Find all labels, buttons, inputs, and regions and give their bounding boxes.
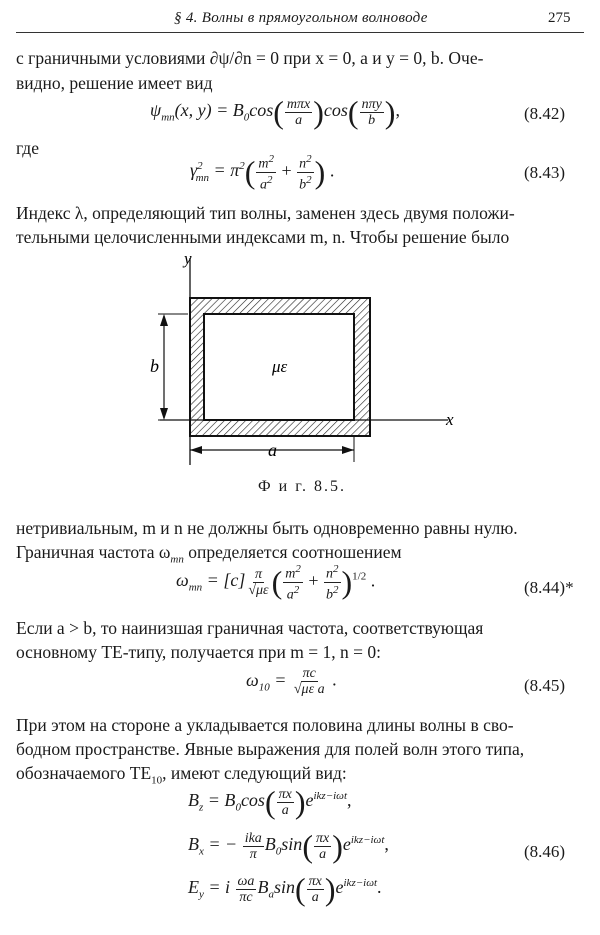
equation-number: (8.46) (524, 842, 566, 861)
arrow-up (160, 314, 168, 326)
text-span: определяется соотношением (183, 542, 402, 562)
paragraph-line: нетривиальным, m и n не должны быть одновременно равны нулю. (16, 518, 518, 538)
equation-8-42: $\psi_{mn}(x$, $y) = B_0\cos$( $\frac{\text{mπx}}{a}$ )cos( $\frac{\text{nπy}}{b}$ ), (150, 94, 400, 130)
medium-label: με (272, 357, 288, 376)
equation-8-46-ey: $E_y = i$ $\frac{\omega a}{\pi c}$ $B_a\sin$( $\frac{\pi x}{a}$ )$e^{ikz-i\omega t}$. (188, 871, 382, 907)
text-span: обозначаемого TE (16, 763, 152, 783)
paragraph-line: с граничными условиями ∂ψ/∂n = 0 при x = 0, a и y = 0, b. Оче- (16, 48, 484, 68)
equation-number: (8.44)* (524, 578, 574, 597)
page-number: 275 (548, 10, 571, 26)
equation-8-44: $\omega_{mn} = [c]$ $\frac{\pi}{√\mu\varepsilon}$ ( $\frac{m^2}{a^2}$ + $\frac{n^2}{b^2}$ )$^{1/2}$ . (176, 563, 376, 603)
equation-number: (8.43) (524, 163, 566, 182)
x-axis-label: x (446, 410, 454, 429)
subscript: 10 (151, 774, 163, 787)
running-title: § 4. Волны в прямоугольном волноводе (174, 10, 428, 26)
paragraph-line: Индекс λ, определяющий тип волны, заменен здесь двумя положи- (16, 203, 515, 223)
paragraph-line: где (16, 138, 39, 158)
dimension-b-label: b (150, 356, 159, 376)
paragraph-line-with-subscript (16, 763, 347, 787)
arrow-left (190, 446, 202, 454)
text-span: Граничная частота ω (16, 542, 171, 562)
equation-8-45: $\omega_{10}$ = $\frac{\pi c}{\text{√με a}}$ . (246, 666, 337, 697)
paragraph-line: Если a > b, то наинизшая граничная частота, соответствующая (16, 618, 484, 638)
paragraph-line: видно, решение имеет вид (16, 73, 213, 93)
waveguide-figure (140, 250, 470, 470)
text-span: , имеют следующий вид: (162, 763, 347, 783)
paragraph-line: При этом на стороне a укладывается половина длины волны в сво- (16, 715, 514, 735)
y-axis-label: y (184, 250, 192, 268)
figure-caption: Ф и г. 8.5. (258, 478, 346, 495)
equation-number: (8.42) (524, 104, 566, 123)
equation-8-46-bz: $B_z = B_0\cos$( $\frac{\pi x}{a}$ )$e^{ikz-i\omega t}$, (188, 784, 352, 820)
equation-8-46-bx: $B_x$ = − $\frac{\text{ika}}{\pi}$ $B_0\sin$( $\frac{\pi x}{a}$ )$e^{ikz-i\omega t}$, (188, 828, 389, 864)
equation-8-43: $\gamma^2_{mn} = \pi^2$( $\frac{m^2}{a^2}$ + $\frac{n^2}{b^2}$ ) . (190, 153, 335, 193)
paragraph-line: бодном пространстве. Явные выражения для полей волн этого типа, (16, 739, 525, 759)
arrow-right (342, 446, 354, 454)
header-rule (16, 32, 584, 33)
equation-number: (8.45) (524, 676, 566, 695)
dimension-a-label: a (268, 440, 277, 460)
paragraph-line: основному TE-типу, получается при m = 1, n = 0: (16, 642, 381, 662)
subscript: mn (170, 553, 184, 566)
paragraph-line: тельными целочисленными индексами m, n. Чтобы решение было (16, 227, 510, 247)
arrow-down (160, 408, 168, 420)
